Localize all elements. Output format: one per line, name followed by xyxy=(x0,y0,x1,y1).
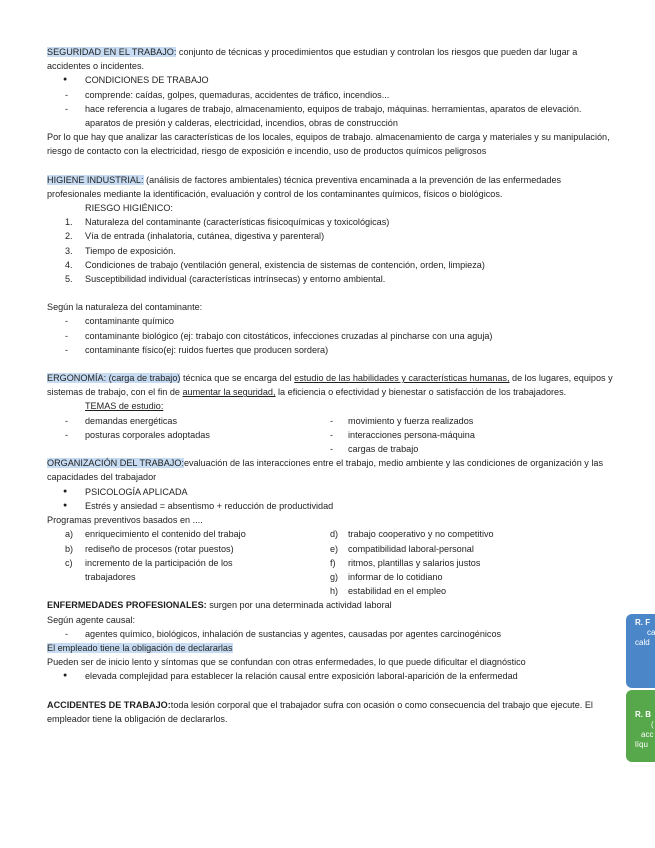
section-seguridad xyxy=(47,45,613,159)
section-enfermedades xyxy=(47,598,613,683)
list-item: ● Estrés y ansiedad = absentismo + reducción de productividad xyxy=(47,499,613,513)
list-item: e) compatibilidad laboral-personal xyxy=(330,542,613,556)
list-item: 3. Tiempo de exposición. xyxy=(47,244,613,258)
list-item: 2. Vía de entrada (inhalatoria, cutánea, digestiva y parenteral) xyxy=(47,229,613,243)
riesgo-list xyxy=(47,215,613,286)
list-item: 1. Naturaleza del contaminante (características fisicoquímicas y toxicológicas) xyxy=(47,215,613,229)
enfermedades-title: ENFERMEDADES PROFESIONALES: xyxy=(47,600,207,611)
enfermedades-paragraph: Pueden ser de inicio lento y síntomas que se confundan con otras enfermedades, lo que puede dificultar el diagnóstico xyxy=(47,657,526,668)
programas-heading: Programas preventivos basados en .... xyxy=(47,515,203,526)
list-item: ● CONDICIONES DE TRABAJO xyxy=(47,73,613,87)
list-item: b) rediseño de procesos (rotar puestos) xyxy=(47,542,330,556)
seguridad-intro: SEGURIDAD EN EL TRABAJO: conjunto de técnicas y procedimientos que estudian y controlan los riesgos que pueden dar lugar a accidentes o incidentes. xyxy=(47,47,578,72)
list-item: - cargas de trabajo xyxy=(330,442,613,456)
list-item: - hace referencia a lugares de trabajo, almacenamiento, equipos de trabajo, máquinas. herramientas, aparatos de elevación. aparatos de presión y calderas, electricidad, incendios, obras de construcción xyxy=(47,102,613,130)
higiene-intro: HIGIENE INDUSTRIAL: (análisis de factores ambientales) técnica preventiva encaminada a la prevención de las enfermedades profesionales mediante la identificación, evaluación y control de los contaminantes químicos, físicos o biológicos. xyxy=(47,174,562,199)
list-item: c) incremento de la participación de los trabajadores xyxy=(47,556,330,584)
accidentes-title: ACCIDENTES DE TRABAJO: xyxy=(47,699,171,710)
list-item: - contaminante biológico (ej: trabajo con citostáticos, infecciones cruzadas al pincharse con una aguja) xyxy=(47,329,613,343)
list-item: a) enriquecimiento el contenido del trabajo xyxy=(47,527,330,541)
list-item: d) trabajo cooperativo y no competitivo xyxy=(330,527,613,541)
higiene-title: HIGIENE INDUSTRIAL: xyxy=(47,174,144,185)
accidentes-intro: ACCIDENTES DE TRABAJO:toda lesión corporal que el trabajador sufra con ocasión o como consecuencia del trabajo que ejecute. El empleador tiene la obligación de declararlos. xyxy=(47,699,593,724)
list-item: - contaminante químico xyxy=(47,314,613,328)
list-item: 5. Susceptibilidad individual (características intrínsecas) y entorno ambiental. xyxy=(47,272,613,286)
temas-heading: TEMAS de estudio: xyxy=(85,401,164,412)
segun-naturaleza: Según la naturaleza del contaminante: xyxy=(47,302,203,313)
section-higiene xyxy=(47,173,613,357)
list-item: - contaminante físico(ej: ruidos fuertes que producen sordera) xyxy=(47,343,613,357)
list-item: - demandas energéticas xyxy=(47,414,330,428)
agente-causal-heading: Según agente causal: xyxy=(47,614,135,625)
temas-columns xyxy=(47,414,613,457)
organizacion-title: ORGANIZACIÓN DEL TRABAJO: xyxy=(47,458,184,469)
side-card-blue: R. F ca cald xyxy=(626,614,655,688)
list-item: ● PSICOLOGÍA APLICADA xyxy=(47,485,613,499)
document-page xyxy=(47,45,613,726)
section-accidentes xyxy=(47,698,613,726)
section-organizacion xyxy=(47,456,613,598)
list-item: g) informar de lo cotidiano xyxy=(330,570,613,584)
list-item: - interacciones persona-máquina xyxy=(330,428,613,442)
list-item: f) ritmos, plantillas y salarios justos xyxy=(330,556,613,570)
list-item: h) estabilidad en el empleo xyxy=(330,584,613,598)
side-card-green: R. B ( acc líqu xyxy=(626,690,655,762)
seguridad-title: SEGURIDAD EN EL TRABAJO: xyxy=(47,47,177,57)
programas-columns xyxy=(47,527,613,598)
obligacion-highlight: El empleado tiene la obligación de declararlas xyxy=(47,642,233,653)
list-item: - posturas corporales adoptadas xyxy=(47,428,330,442)
seguridad-paragraph: Por lo que hay que analizar las características de los locales, equipos de trabajo. almacenamiento de carga y materiales y su manipulación, riesgo de contacto con la electricidad, riesgo de exposición e incendio, uso de productos químicos peligrosos xyxy=(47,132,610,157)
list-item: - comprende: caídas, golpes, quemaduras, accidentes de tráfico, incendios... xyxy=(47,88,613,102)
ergonomia-title: ERGONOMÍA: (carga de trabajo) xyxy=(47,373,181,384)
list-item: - movimiento y fuerza realizados xyxy=(330,414,613,428)
list-item: 4. Condiciones de trabajo (ventilación general, existencia de sistemas de contención, orden, limpieza) xyxy=(47,258,613,272)
riesgo-heading: RIESGO HIGIÉNICO: xyxy=(85,203,173,214)
enfermedades-intro: ENFERMEDADES PROFESIONALES: surgen por una determinada actividad laboral xyxy=(47,600,392,611)
organizacion-intro: ORGANIZACIÓN DEL TRABAJO:evaluación de las interacciones entre el trabajo, medio ambiente y las condiciones de organización y las capacidades del trabajador xyxy=(47,458,604,483)
list-item: - agentes químico, biológicos, inhalación de sustancias y agentes, causadas por agentes carcinogénicos xyxy=(47,627,613,641)
section-ergonomia xyxy=(47,371,613,456)
list-item: ● elevada complejidad para establecer la relación causal entre exposición laboral-aparición de la enfermedad xyxy=(47,669,613,683)
ergonomia-intro: ERGONOMÍA: (carga de trabajo) técnica que se encarga del estudio de las habilidades y características humanas, de los lugares, equipos y sistemas de trabajo, con el fin de aumentar la seguridad, la eficiencia o efectividad y bienestar o satisfacción de los trabajadores. xyxy=(47,373,613,398)
